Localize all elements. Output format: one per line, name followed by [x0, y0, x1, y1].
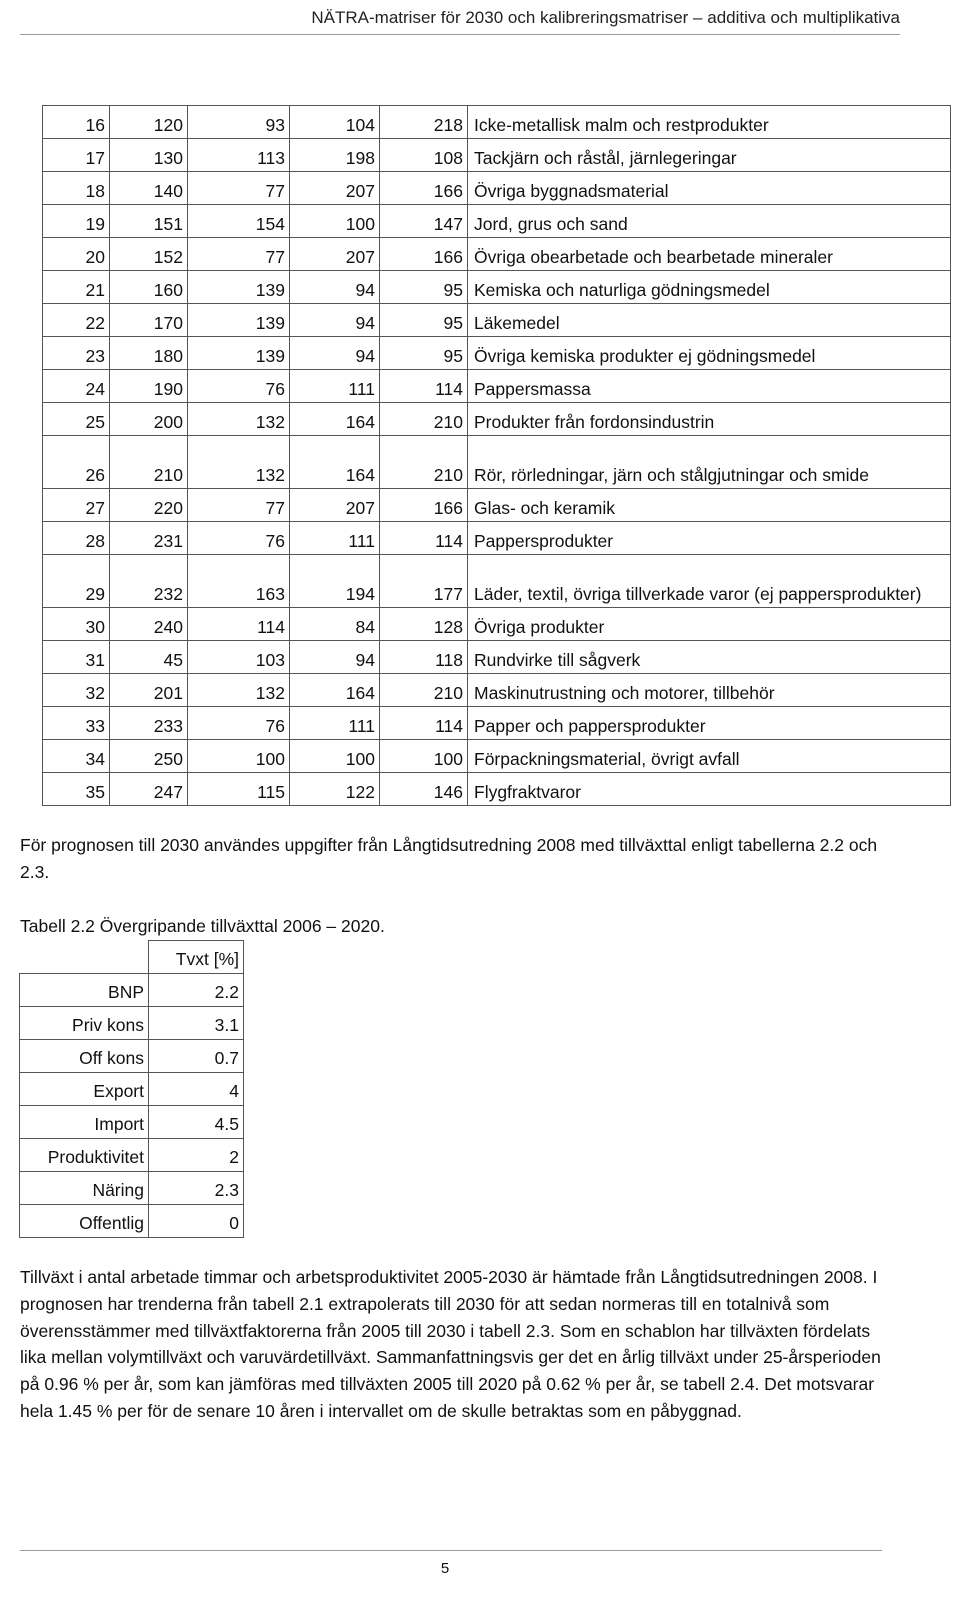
cell-description: Övriga byggnadsmaterial: [468, 172, 951, 205]
cell-c4: 94: [290, 337, 380, 370]
cell-c3: 76: [188, 707, 290, 740]
commodity-table: [42, 105, 951, 806]
cell-c3: 132: [188, 436, 290, 489]
cell-c4: 94: [290, 641, 380, 674]
cell-c4: 194: [290, 555, 380, 608]
cell-c3: 100: [188, 740, 290, 773]
cell-c5: 210: [380, 403, 468, 436]
cell-c1: 33: [43, 707, 110, 740]
cell-c5: 166: [380, 172, 468, 205]
footer-rule: [20, 1550, 882, 1551]
cell-c4: 207: [290, 172, 380, 205]
cell-c1: 28: [43, 522, 110, 555]
table-row: [43, 106, 951, 139]
growth-label: Produktivitet: [20, 1139, 149, 1172]
cell-c4: 198: [290, 139, 380, 172]
cell-c4: 122: [290, 773, 380, 806]
cell-c2: 130: [110, 139, 188, 172]
cell-c2: 140: [110, 172, 188, 205]
cell-c3: 76: [188, 370, 290, 403]
cell-c5: 210: [380, 674, 468, 707]
cell-c1: 16: [43, 106, 110, 139]
table-row: [20, 1073, 244, 1106]
cell-c5: 210: [380, 436, 468, 489]
cell-c4: 100: [290, 740, 380, 773]
cell-c1: 35: [43, 773, 110, 806]
table-row: [43, 522, 951, 555]
cell-description: Maskinutrustning och motorer, tillbehör: [468, 674, 951, 707]
cell-c1: 21: [43, 271, 110, 304]
table-row: [43, 337, 951, 370]
cell-c1: 34: [43, 740, 110, 773]
cell-description: Övriga kemiska produkter ej gödningsmedel: [468, 337, 951, 370]
cell-c5: 114: [380, 370, 468, 403]
table-row: [43, 403, 951, 436]
growth-value: 0: [149, 1205, 244, 1238]
growth-label: Offentlig: [20, 1205, 149, 1238]
cell-c4: 164: [290, 674, 380, 707]
cell-c1: 29: [43, 555, 110, 608]
cell-c5: 218: [380, 106, 468, 139]
cell-c2: 180: [110, 337, 188, 370]
cell-c4: 94: [290, 304, 380, 337]
cell-description: Förpackningsmaterial, övrigt avfall: [468, 740, 951, 773]
paragraph-forecast: För prognosen till 2030 användes uppgifter från Långtidsutredning 2008 med tillväxttal enligt tabellerna 2.2 och 2.3.: [20, 835, 878, 882]
table-row: [20, 1139, 244, 1172]
cell-c1: 20: [43, 238, 110, 271]
cell-description: Läkemedel: [468, 304, 951, 337]
cell-description: Övriga obearbetade och bearbetade mineraler: [468, 238, 951, 271]
cell-c3: 139: [188, 337, 290, 370]
cell-c5: 166: [380, 489, 468, 522]
cell-c4: 111: [290, 370, 380, 403]
cell-c5: 100: [380, 740, 468, 773]
cell-c1: 31: [43, 641, 110, 674]
growth-table: [19, 940, 244, 1238]
cell-c1: 30: [43, 608, 110, 641]
cell-description: Pappersmassa: [468, 370, 951, 403]
cell-c2: 232: [110, 555, 188, 608]
cell-c2: 247: [110, 773, 188, 806]
growth-value: 2.3: [149, 1172, 244, 1205]
cell-description: Papper och pappersprodukter: [468, 707, 951, 740]
table-row: [43, 172, 951, 205]
growth-label: Export: [20, 1073, 149, 1106]
cell-c5: 128: [380, 608, 468, 641]
table-row: [20, 1106, 244, 1139]
growth-label: Näring: [20, 1172, 149, 1205]
table-row: [43, 304, 951, 337]
table-row: [20, 974, 244, 1007]
cell-c3: 114: [188, 608, 290, 641]
cell-description: Övriga produkter: [468, 608, 951, 641]
cell-c2: 160: [110, 271, 188, 304]
table-row: [43, 707, 951, 740]
cell-c1: 22: [43, 304, 110, 337]
cell-c2: 220: [110, 489, 188, 522]
table-row: [43, 370, 951, 403]
table-row: [43, 436, 951, 489]
cell-c3: 132: [188, 674, 290, 707]
cell-c3: 113: [188, 139, 290, 172]
growth-value: 2: [149, 1139, 244, 1172]
cell-c3: 103: [188, 641, 290, 674]
cell-c5: 108: [380, 139, 468, 172]
cell-description: Icke-metallisk malm och restprodukter: [468, 106, 951, 139]
cell-c3: 93: [188, 106, 290, 139]
cell-c2: 250: [110, 740, 188, 773]
cell-c3: 132: [188, 403, 290, 436]
cell-c3: 154: [188, 205, 290, 238]
cell-description: Tackjärn och råstål, järnlegeringar: [468, 139, 951, 172]
cell-c1: 18: [43, 172, 110, 205]
cell-c3: 76: [188, 522, 290, 555]
cell-c4: 111: [290, 522, 380, 555]
cell-c2: 231: [110, 522, 188, 555]
table-row: [43, 205, 951, 238]
cell-c3: 139: [188, 304, 290, 337]
growth-label: Import: [20, 1106, 149, 1139]
cell-c2: 201: [110, 674, 188, 707]
cell-description: Rör, rörledningar, järn och stålgjutningar och smide: [468, 436, 951, 489]
cell-c1: 26: [43, 436, 110, 489]
cell-c4: 111: [290, 707, 380, 740]
growth-table-header: Tvxt [%]: [149, 941, 244, 974]
table-row: [43, 139, 951, 172]
cell-c4: 84: [290, 608, 380, 641]
cell-c5: 147: [380, 205, 468, 238]
growth-value: 4: [149, 1073, 244, 1106]
cell-description: Flygfraktvaror: [468, 773, 951, 806]
cell-c1: 25: [43, 403, 110, 436]
growth-label: Priv kons: [20, 1007, 149, 1040]
cell-c5: 95: [380, 304, 468, 337]
cell-description: Jord, grus och sand: [468, 205, 951, 238]
table-row: [20, 1007, 244, 1040]
table-row: [43, 773, 951, 806]
paragraph-growth: Tillväxt i antal arbetade timmar och arbetsproduktivitet 2005-2030 är hämtade från Långtidsutredningen 2008. I prognosen har trenderna från tabell 2.1 extrapolerats till 2030 för att sedan normeras till en totalnivå som överensstämmer med tillväxtfaktorerna från 2005 till 2030 i tabell 2.3. Som en schablon har tillväxten fördelats lika mellan volymtillväxt och varuvärdetillväxt. Sammanfattningsvis ger det en årlig tillväxt under 25-årsperioden på 0.96 % per år, som kan jämföras med tillväxten 2005 till 2020 på 0.62 % per år, se tabell 2.4. Det motsvarar hela 1.45 % per för de senare 10 åren i intervallet om de skulle betraktas som en påbyggnad.: [20, 1267, 881, 1421]
cell-c4: 100: [290, 205, 380, 238]
cell-c1: 19: [43, 205, 110, 238]
table-row: [20, 1205, 244, 1238]
cell-c2: 240: [110, 608, 188, 641]
table-row: [20, 1040, 244, 1073]
cell-c3: 139: [188, 271, 290, 304]
growth-table-header-row: [20, 941, 244, 974]
cell-c4: 207: [290, 238, 380, 271]
table-caption: Tabell 2.2 Övergripande tillväxttal 2006 – 2020.: [20, 916, 385, 936]
cell-c2: 120: [110, 106, 188, 139]
cell-c4: 164: [290, 436, 380, 489]
cell-c4: 104: [290, 106, 380, 139]
cell-c5: 177: [380, 555, 468, 608]
cell-c2: 200: [110, 403, 188, 436]
cell-description: Glas- och keramik: [468, 489, 951, 522]
cell-c5: 95: [380, 337, 468, 370]
table-row: [43, 674, 951, 707]
table-row: [43, 608, 951, 641]
growth-value: 4.5: [149, 1106, 244, 1139]
cell-c2: 210: [110, 436, 188, 489]
cell-description: Läder, textil, övriga tillverkade varor (ej pappersprodukter): [468, 555, 951, 608]
growth-label: BNP: [20, 974, 149, 1007]
growth-value: 3.1: [149, 1007, 244, 1040]
header-blank-cell: [20, 941, 149, 974]
growth-value: 0.7: [149, 1040, 244, 1073]
cell-c4: 207: [290, 489, 380, 522]
table-row: [43, 555, 951, 608]
table-row: [43, 641, 951, 674]
cell-c2: 233: [110, 707, 188, 740]
cell-c1: 27: [43, 489, 110, 522]
cell-c5: 146: [380, 773, 468, 806]
table-row: [43, 238, 951, 271]
growth-label: Off kons: [20, 1040, 149, 1073]
cell-c2: 190: [110, 370, 188, 403]
cell-c5: 166: [380, 238, 468, 271]
cell-description: Kemiska och naturliga gödningsmedel: [468, 271, 951, 304]
growth-value: 2.2: [149, 974, 244, 1007]
cell-c3: 77: [188, 238, 290, 271]
cell-c5: 114: [380, 522, 468, 555]
cell-c3: 77: [188, 172, 290, 205]
cell-c2: 170: [110, 304, 188, 337]
cell-c1: 17: [43, 139, 110, 172]
cell-c2: 151: [110, 205, 188, 238]
cell-c5: 95: [380, 271, 468, 304]
cell-c2: 152: [110, 238, 188, 271]
cell-c4: 164: [290, 403, 380, 436]
running-header: NÄTRA-matriser för 2030 och kalibreringsmatriser – additiva och multiplikativa: [311, 8, 900, 27]
cell-c3: 163: [188, 555, 290, 608]
cell-c3: 77: [188, 489, 290, 522]
cell-description: Produkter från fordonsindustrin: [468, 403, 951, 436]
cell-c3: 115: [188, 773, 290, 806]
cell-c4: 94: [290, 271, 380, 304]
cell-c5: 118: [380, 641, 468, 674]
cell-description: Rundvirke till sågverk: [468, 641, 951, 674]
table-row: [43, 489, 951, 522]
page-number: 5: [440, 1560, 450, 1577]
cell-c1: 24: [43, 370, 110, 403]
cell-c1: 32: [43, 674, 110, 707]
cell-c1: 23: [43, 337, 110, 370]
cell-c5: 114: [380, 707, 468, 740]
cell-description: Pappersprodukter: [468, 522, 951, 555]
cell-c2: 45: [110, 641, 188, 674]
table-row: [43, 740, 951, 773]
table-row: [20, 1172, 244, 1205]
table-row: [43, 271, 951, 304]
header-rule: [20, 34, 900, 35]
